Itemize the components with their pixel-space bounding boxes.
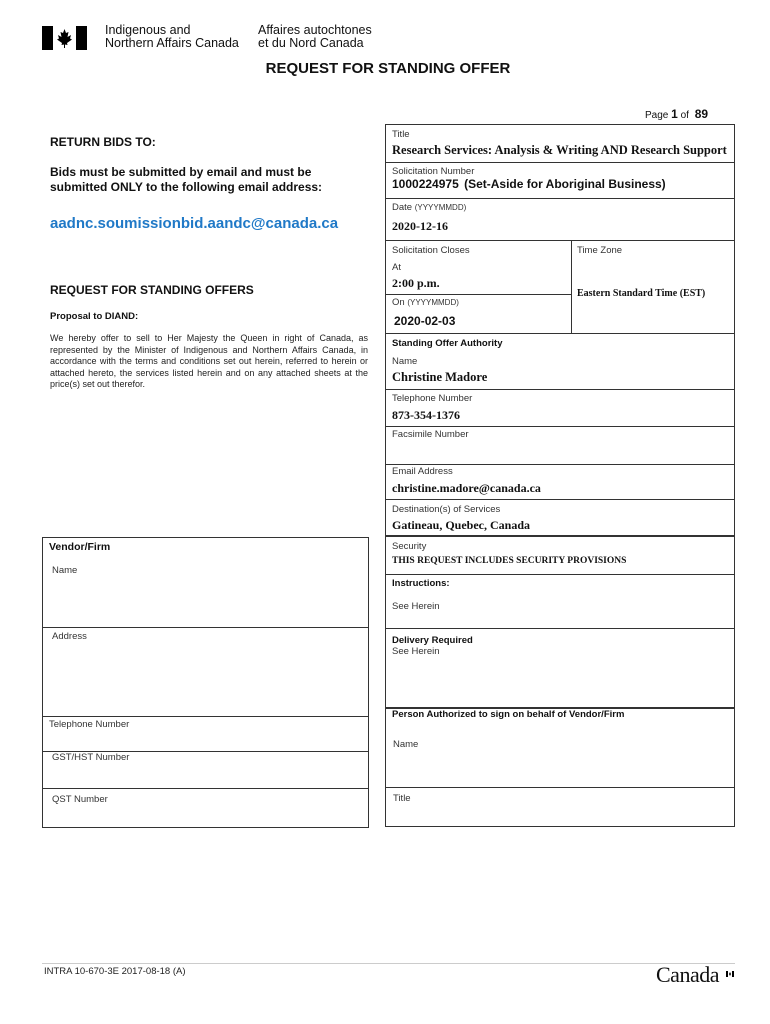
security-label: Security	[392, 541, 427, 552]
on-format: (YYYYMMDD)	[407, 298, 459, 307]
fax-label: Facsimile Number	[392, 429, 469, 440]
return-bids-heading: RETURN BIDS TO:	[50, 135, 156, 149]
delivery-required-label: Delivery Required	[392, 635, 473, 646]
telephone-value: 873-354-1376	[392, 408, 460, 422]
date-format: (YYYYMMDD)	[414, 203, 467, 212]
person-title-field[interactable]	[387, 806, 733, 825]
solicitation-note: (Set-Aside for Aboriginal Business)	[464, 177, 666, 191]
bid-instructions-line2: submitted ONLY to the following email address:	[50, 180, 323, 194]
vendor-qst-field[interactable]	[44, 806, 367, 826]
instructions-label: Instructions:	[392, 578, 450, 589]
department-name-fr-line1: Affaires autochtones	[258, 23, 372, 37]
authority-email[interactable]: christine.madore@canada.ca	[392, 481, 541, 495]
authority-name-label: Name	[392, 356, 418, 367]
vendor-address-label: Address	[52, 631, 87, 642]
date-label: Date	[392, 202, 413, 213]
vendor-name-label: Name	[52, 565, 78, 576]
closing-date: 2020-02-03	[394, 314, 456, 328]
closing-time: 2:00 p.m.	[392, 276, 440, 290]
return-email-link[interactable]: aadnc.soumissionbid.aandc@canada.ca	[50, 215, 339, 232]
time-zone-value: Eastern Standard Time (EST)	[577, 288, 706, 299]
solicitation-number-label: Solicitation Number	[392, 166, 475, 177]
flag-symbol	[42, 26, 87, 50]
vendor-gst-field[interactable]	[44, 765, 367, 786]
instructions-value: See Herein	[392, 601, 440, 612]
destination-value: Gatineau, Quebec, Canada	[392, 518, 531, 532]
page-of: of	[680, 110, 689, 121]
vendor-firm-heading: Vendor/Firm	[49, 541, 111, 553]
person-authorized-label: Person Authorized to sign on behalf of Vendor/Firm	[392, 709, 625, 720]
on-label: On	[392, 297, 405, 308]
authority-heading: Standing Offer Authority	[392, 338, 503, 349]
authority-name: Christine Madore	[392, 370, 488, 384]
vendor-telephone-label: Telephone Number	[49, 719, 130, 730]
email-label: Email Address	[392, 466, 453, 477]
vendor-name-field[interactable]	[44, 580, 367, 625]
delivery-required-value: See Herein	[392, 646, 440, 657]
solicitation-closes-label: Solicitation Closes	[392, 245, 470, 256]
canada-wordmark-flag-icon	[726, 964, 734, 970]
form-code: INTRA 10-670-3E 2017-08-18 (A)	[44, 966, 186, 977]
title-label: Title	[392, 129, 410, 140]
department-name-en-line1: Indigenous and	[105, 23, 191, 37]
date-value: 2020-12-16	[392, 219, 448, 233]
vendor-telephone-field[interactable]	[44, 731, 367, 749]
rso-heading: REQUEST FOR STANDING OFFERS	[50, 283, 254, 297]
proposal-to-label: Proposal to DIAND:	[50, 311, 139, 322]
form-title: REQUEST FOR STANDING OFFER	[265, 60, 511, 77]
offer-text: We hereby offer to sell to Her Majesty the Queen in right of Canada, as represented by the Minister of Indigenous and Northern Affairs Canada, in accordance with the terms and conditions set out herein, referred to herein or attached hereto, the services listed herein and on any attached sheets at the price(s) set out therefor.	[50, 333, 368, 389]
department-name-en-line2: Northern Affairs Canada	[105, 36, 239, 50]
page-prefix: Page	[645, 110, 669, 121]
destination-label: Destination(s) of Services	[392, 504, 501, 515]
vendor-qst-label: QST Number	[52, 794, 108, 805]
time-zone-label: Time Zone	[577, 245, 623, 256]
canada-wordmark	[656, 962, 719, 988]
bid-instructions-line1: Bids must be submitted by email and must be	[50, 165, 312, 179]
page-current: 1	[671, 107, 678, 121]
page-total: 89	[694, 107, 709, 121]
telephone-label: Telephone Number	[392, 393, 473, 404]
title-value: Research Services: Analysis & Writing AND Research Support	[392, 143, 727, 157]
page-indicator	[645, 107, 708, 121]
canada-wordmark-text: Canada	[656, 962, 719, 987]
person-title-label: Title	[393, 793, 411, 804]
solicitation-number: 1000224975	[392, 177, 459, 191]
vendor-gst-label: GST/HST Number	[52, 752, 130, 763]
at-label: At	[392, 262, 401, 273]
person-name-field[interactable]	[387, 752, 733, 785]
vendor-address-field[interactable]	[44, 645, 367, 714]
person-name-label: Name	[393, 739, 419, 750]
department-name-fr-line2: et du Nord Canada	[258, 36, 364, 50]
security-value: THIS REQUEST INCLUDES SECURITY PROVISIONS	[392, 556, 627, 566]
